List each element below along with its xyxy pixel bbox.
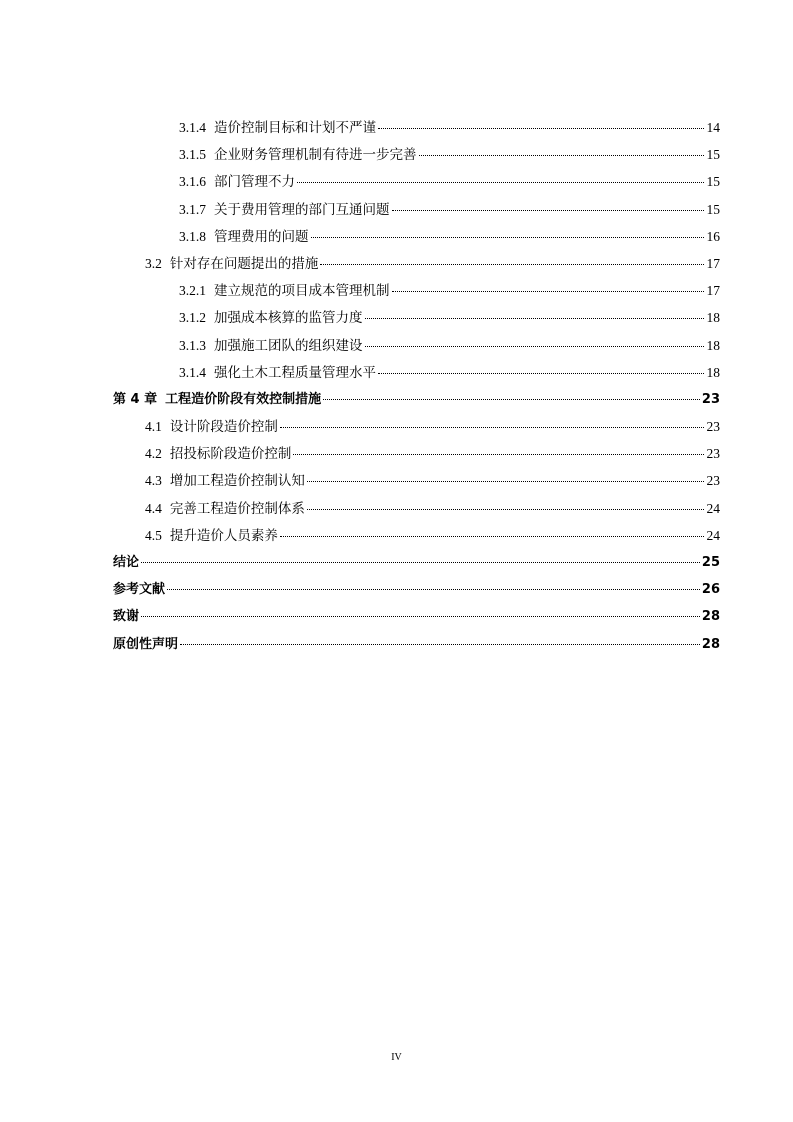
- dot-leader: [141, 561, 700, 563]
- dot-leader: [378, 127, 704, 129]
- toc-entry-title: 参考文献: [113, 582, 166, 598]
- dot-leader: [307, 508, 704, 510]
- dot-leader: [323, 398, 700, 400]
- toc-entry-page: 15: [706, 201, 720, 217]
- toc-entry[interactable]: [113, 416, 720, 443]
- toc-entry-title: 加强成本核算的监管力度: [214, 310, 363, 326]
- toc-entry-number: 3.2: [145, 255, 162, 271]
- toc-entry[interactable]: [113, 525, 720, 552]
- toc-entry-page: 25: [701, 555, 720, 570]
- toc-entry-page: 26: [701, 582, 720, 598]
- toc-entry-page: 23: [706, 473, 720, 489]
- toc-entry-title: 工程造价阶段有效控制措施: [165, 391, 322, 407]
- toc-entry-page: 24: [706, 527, 720, 543]
- toc-entry-page: 23: [706, 419, 720, 435]
- toc-entry[interactable]: [113, 226, 720, 253]
- dot-leader: [280, 535, 704, 537]
- toc-entry[interactable]: [113, 307, 720, 334]
- toc-entry-page: 18: [706, 337, 720, 353]
- toc-entry[interactable]: [113, 117, 720, 144]
- toc-entry-title: 结论: [113, 555, 140, 570]
- toc-entry-number: 3.1.2: [179, 310, 206, 326]
- dot-leader: [293, 453, 704, 455]
- toc-entry-page: 18: [706, 364, 720, 380]
- toc-entry-title: 关于费用管理的部门互通问题: [214, 201, 390, 217]
- toc-entry[interactable]: [113, 171, 720, 198]
- toc-entry[interactable]: [113, 634, 720, 661]
- page-number: IV: [391, 1052, 402, 1063]
- toc-entry-title: 企业财务管理机制有待进一步完善: [214, 147, 417, 163]
- toc-entry-page: 18: [706, 310, 720, 326]
- toc-entry-page: 16: [706, 228, 720, 244]
- toc-entry-number: 3.1.4: [179, 120, 206, 135]
- toc-entry-number: 3.1.3: [179, 337, 206, 353]
- dot-leader: [365, 345, 705, 347]
- toc-entry[interactable]: [113, 470, 720, 497]
- toc-entry-title: 招投标阶段造价控制: [169, 446, 292, 462]
- toc-entry[interactable]: [113, 498, 720, 525]
- toc-entry[interactable]: [113, 335, 720, 362]
- toc-entry[interactable]: [113, 606, 720, 633]
- toc-entry-number: 3.1.8: [179, 228, 206, 244]
- toc-entry-page: 17: [706, 283, 720, 299]
- dot-leader: [311, 236, 705, 238]
- dot-leader: [297, 181, 704, 183]
- toc-entry-page: 28: [701, 609, 720, 625]
- dot-leader: [419, 154, 705, 156]
- toc-entry-number: 3.2.1: [179, 283, 206, 299]
- toc-entry[interactable]: [113, 144, 720, 171]
- toc-entry-number: 3.1.5: [179, 147, 206, 163]
- toc-entry-number: 4.2: [145, 446, 162, 462]
- toc-entry-title: 原创性声明: [113, 636, 179, 652]
- toc-entry-title: 建立规范的项目成本管理机制: [214, 283, 390, 299]
- toc-entry[interactable]: [113, 389, 720, 416]
- dot-leader: [141, 615, 700, 617]
- toc-entry-page: 14: [706, 120, 720, 135]
- toc-entry-page: 24: [706, 500, 720, 516]
- toc-entry-title: 强化土木工程质量管理水平: [214, 364, 376, 380]
- toc-entry-title: 设计阶段造价控制: [169, 419, 278, 435]
- toc-entry-title: 针对存在问题提出的措施: [169, 255, 319, 271]
- toc-entry-page: 28: [701, 636, 720, 652]
- toc-entry-title: 致谢: [113, 609, 140, 625]
- dot-leader: [320, 263, 704, 265]
- dot-leader: [307, 480, 704, 482]
- toc-entry-title: 管理费用的问题: [214, 228, 309, 244]
- table-of-contents: [113, 117, 720, 661]
- dot-leader: [280, 426, 704, 428]
- toc-entry[interactable]: [113, 362, 720, 389]
- dot-leader: [392, 290, 705, 292]
- toc-entry[interactable]: [113, 579, 720, 606]
- toc-entry-number: 第 4 章: [113, 391, 158, 407]
- toc-entry-page: 15: [706, 174, 720, 190]
- toc-entry-number: 3.1.4: [179, 364, 206, 380]
- toc-entry-number: 4.5: [145, 527, 162, 543]
- toc-entry-page: 23: [706, 446, 720, 462]
- toc-entry-title: 提升造价人员素养: [169, 527, 278, 543]
- dot-leader: [378, 372, 704, 374]
- toc-entry-number: 4.4: [145, 500, 162, 516]
- toc-entry-page: 17: [706, 255, 720, 271]
- toc-entry-title: 部门管理不力: [214, 174, 295, 190]
- toc-entry[interactable]: [113, 199, 720, 226]
- dot-leader: [365, 317, 705, 319]
- toc-entry-number: 4.3: [145, 473, 162, 489]
- toc-entry-title: 完善工程造价控制体系: [169, 500, 305, 516]
- dot-leader: [392, 209, 705, 211]
- toc-entry-number: 4.1: [145, 419, 162, 435]
- dot-leader: [180, 643, 700, 645]
- toc-entry[interactable]: [113, 443, 720, 470]
- toc-entry[interactable]: [113, 253, 720, 280]
- toc-entry-title: 造价控制目标和计划不严谨: [214, 120, 376, 135]
- dot-leader: [167, 588, 700, 590]
- toc-entry[interactable]: [113, 552, 720, 579]
- toc-entry[interactable]: [113, 280, 720, 307]
- toc-entry-page: 23: [701, 391, 720, 407]
- toc-entry-number: 3.1.7: [179, 201, 206, 217]
- toc-entry-number: 3.1.6: [179, 174, 206, 190]
- toc-entry-title: 增加工程造价控制认知: [169, 473, 305, 489]
- toc-entry-title: 加强施工团队的组织建设: [214, 337, 363, 353]
- toc-entry-page: 15: [706, 147, 720, 163]
